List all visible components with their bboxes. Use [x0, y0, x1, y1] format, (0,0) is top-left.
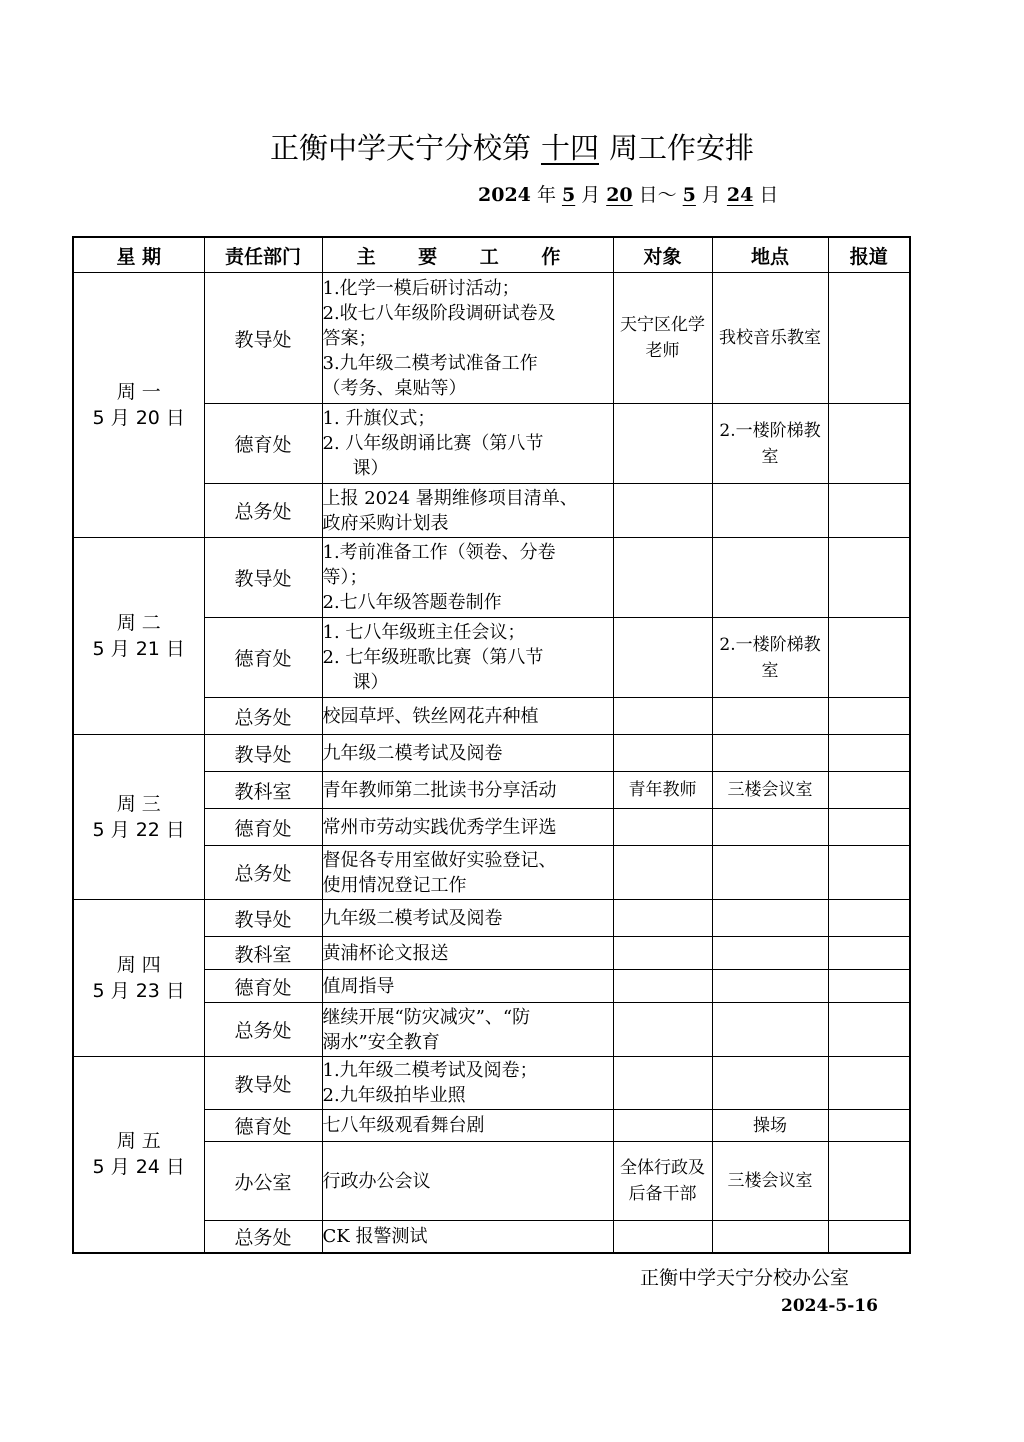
- date-nian: 年: [536, 184, 556, 206]
- object-cell: 天宁区化学老师: [613, 273, 712, 404]
- work-cell: [322, 1057, 613, 1110]
- work-cell: [322, 698, 613, 735]
- work-cell: [322, 846, 613, 900]
- header-object: 对象: [613, 237, 712, 273]
- work-line: 上报 2024 暑期维修项目清单、: [322, 487, 578, 509]
- table-row: [73, 900, 910, 937]
- work-line: 课）: [352, 458, 389, 479]
- dept-cell: 教导处: [204, 735, 322, 772]
- report-cell: [828, 698, 910, 735]
- work-line: 答案；: [322, 327, 377, 349]
- report-cell: [828, 618, 910, 698]
- work-line: 2. 八年级朗诵比赛（第八节: [322, 433, 544, 454]
- work-cell: [322, 1142, 613, 1221]
- report-cell: [828, 937, 910, 970]
- dept-cell: 德育处: [204, 618, 322, 698]
- report-cell: [828, 735, 910, 772]
- day-date: 5 月 20 日: [92, 407, 185, 429]
- object-cell: [613, 846, 712, 900]
- day-date: 5 月 23 日: [92, 980, 185, 1002]
- object-cell: [613, 618, 712, 698]
- date-yue1: 月: [581, 184, 601, 206]
- report-cell: [828, 1110, 910, 1142]
- date-ri1: 日～: [638, 184, 677, 206]
- object-cell: [613, 538, 712, 618]
- day-cell: [73, 1057, 204, 1253]
- report-cell: [828, 1057, 910, 1110]
- report-cell: [828, 809, 910, 846]
- work-line: 督促各专用室做好实验登记、: [322, 849, 557, 871]
- work-line: 2. 七年级班歌比赛（第八节: [322, 647, 544, 668]
- dept-cell: 教科室: [204, 937, 322, 970]
- location-cell: [712, 1003, 828, 1057]
- object-cell: [613, 484, 712, 538]
- date-ri2: 日: [759, 184, 779, 206]
- work-cell: [322, 809, 613, 846]
- title-week: 十四: [540, 131, 599, 165]
- work-line: 继续开展“防灾减灾”、“防: [322, 1006, 531, 1028]
- table-row: [73, 1057, 910, 1110]
- date-start-month: 5: [561, 184, 576, 206]
- dept-cell: 总务处: [204, 1003, 322, 1057]
- work-line: 溺水”安全教育: [322, 1031, 440, 1053]
- work-line: 七八年级观看舞台剧: [322, 1115, 485, 1136]
- work-cell: [322, 772, 613, 809]
- dept-cell: 教导处: [204, 900, 322, 937]
- date-end-day: 24: [726, 184, 754, 206]
- report-cell: [828, 970, 910, 1003]
- dept-cell: 教导处: [204, 273, 322, 404]
- date-end-month: 5: [682, 184, 696, 206]
- location-cell: [712, 735, 828, 772]
- work-line: 1.九年级二模考试及阅卷；: [322, 1060, 538, 1081]
- footer-date: 2024-5-16: [781, 1296, 878, 1316]
- day-cell: [73, 273, 204, 538]
- object-cell: 全体行政及后备干部: [613, 1142, 712, 1221]
- work-line: 1. 升旗仪式；: [322, 408, 436, 429]
- location-cell: 三楼会议室: [712, 1142, 828, 1221]
- work-cell: [322, 1221, 613, 1253]
- dept-cell: 总务处: [204, 1221, 322, 1253]
- dept-cell: 总务处: [204, 698, 322, 735]
- location-cell: [712, 538, 828, 618]
- work-line: 校园草坪、铁丝网花卉种植: [322, 705, 539, 727]
- work-cell: [322, 900, 613, 937]
- location-cell: [712, 846, 828, 900]
- work-line: 2.收七八年级阶段调研试卷及: [322, 302, 556, 324]
- work-line: 使用情况登记工作: [322, 874, 467, 896]
- report-cell: [828, 484, 910, 538]
- weekday: 周 一: [116, 381, 161, 403]
- work-cell: [322, 618, 613, 698]
- dept-cell: 德育处: [204, 404, 322, 484]
- weekday: 周 二: [116, 612, 161, 634]
- object-cell: [613, 735, 712, 772]
- object-cell: [613, 970, 712, 1003]
- work-line: CK 报警测试: [322, 1225, 428, 1247]
- report-cell: [828, 538, 910, 618]
- date-start-day: 20: [606, 184, 633, 206]
- object-cell: [613, 1057, 712, 1110]
- work-line: 等）；: [322, 567, 368, 588]
- day-cell: [73, 735, 204, 900]
- report-cell: [828, 1003, 910, 1057]
- day-date: 5 月 24 日: [92, 1156, 185, 1179]
- header-report: 报道: [828, 237, 910, 273]
- dept-cell: 总务处: [204, 846, 322, 900]
- page-title: [0, 126, 1024, 167]
- work-line: 九年级二模考试及阅卷: [322, 907, 503, 929]
- footer-office: 正衡中学天宁分校办公室: [640, 1267, 850, 1289]
- work-line: 1.化学一模后研讨活动；: [322, 277, 520, 299]
- location-cell: [712, 1221, 828, 1253]
- day-date: 5 月 22 日: [92, 819, 185, 841]
- location-cell: [712, 970, 828, 1003]
- object-cell: [613, 404, 712, 484]
- header-row: [73, 237, 910, 273]
- location-cell: 操场: [712, 1110, 828, 1142]
- dept-cell: 德育处: [204, 809, 322, 846]
- work-cell: [322, 538, 613, 618]
- work-line: 值周指导: [322, 975, 395, 997]
- object-cell: [613, 698, 712, 735]
- dept-cell: 办公室: [204, 1142, 322, 1221]
- dept-cell: 教导处: [204, 1057, 322, 1110]
- date-yue2: 月: [701, 184, 721, 206]
- work-cell: [322, 937, 613, 970]
- work-line: 课）: [352, 672, 389, 693]
- object-cell: [613, 809, 712, 846]
- work-line: 1. 七八年级班主任会议；: [322, 622, 526, 643]
- table-row: [73, 273, 910, 404]
- report-cell: [828, 900, 910, 937]
- work-line: 政府采购计划表: [322, 512, 449, 534]
- object-cell: [613, 937, 712, 970]
- work-line: 2.九年级拍毕业照: [322, 1085, 466, 1106]
- dept-cell: 教导处: [204, 538, 322, 618]
- work-line: 常州市劳动实践优秀学生评选: [322, 816, 557, 838]
- dept-cell: 德育处: [204, 1110, 322, 1142]
- work-line: 2.七八年级答题卷制作: [322, 592, 502, 613]
- work-line: 3.九年级二模考试准备工作: [322, 352, 538, 374]
- object-cell: [613, 1110, 712, 1142]
- dept-cell: 总务处: [204, 484, 322, 538]
- work-cell: [322, 1003, 613, 1057]
- table-row: [73, 735, 910, 772]
- location-cell: [712, 937, 828, 970]
- location-cell: [712, 484, 828, 538]
- work-line: 青年教师第二批读书分享活动: [322, 779, 557, 801]
- weekday: 周 三: [116, 793, 161, 815]
- work-line: 黄浦杯论文报送: [322, 942, 449, 964]
- work-cell: [322, 735, 613, 772]
- location-cell: [712, 698, 828, 735]
- report-cell: [828, 1221, 910, 1253]
- work-line: 1.考前准备工作（领卷、分卷: [322, 542, 556, 563]
- work-cell: [322, 484, 613, 538]
- weekday: 周 五: [116, 1130, 161, 1153]
- location-cell: 我校音乐教室: [712, 273, 828, 404]
- day-date: 5 月 21 日: [92, 638, 185, 660]
- object-cell: [613, 900, 712, 937]
- object-cell: 青年教师: [613, 772, 712, 809]
- header-work: 主 要 工 作: [322, 237, 613, 273]
- date-range: [478, 180, 778, 207]
- date-year: 2024: [478, 184, 531, 206]
- location-cell: [712, 809, 828, 846]
- report-cell: [828, 1142, 910, 1221]
- day-cell: [73, 538, 204, 735]
- work-cell: [322, 970, 613, 1003]
- object-cell: [613, 1003, 712, 1057]
- work-cell: [322, 1110, 613, 1142]
- title-prefix: 正衡中学天宁分校第: [269, 131, 531, 165]
- weekday: 周 四: [116, 954, 161, 976]
- report-cell: [828, 404, 910, 484]
- report-cell: [828, 846, 910, 900]
- work-cell: [322, 273, 613, 404]
- schedule-table: [72, 236, 911, 1254]
- table-row: [73, 538, 910, 618]
- dept-cell: 教科室: [204, 772, 322, 809]
- location-cell: 2.一楼阶梯教室: [712, 618, 828, 698]
- work-line: 行政办公会议: [322, 1170, 431, 1192]
- location-cell: [712, 900, 828, 937]
- title-suffix: 周工作安排: [609, 131, 755, 165]
- work-line: （考务、桌贴等）: [322, 377, 467, 399]
- report-cell: [828, 772, 910, 809]
- object-cell: [613, 1221, 712, 1253]
- header-dept: 责任部门: [204, 237, 322, 273]
- header-day: 星 期: [73, 237, 204, 273]
- dept-cell: 德育处: [204, 970, 322, 1003]
- work-cell: [322, 404, 613, 484]
- location-cell: [712, 1057, 828, 1110]
- header-location: 地点: [712, 237, 828, 273]
- location-cell: 2.一楼阶梯教室: [712, 404, 828, 484]
- location-cell: 三楼会议室: [712, 772, 828, 809]
- work-line: 九年级二模考试及阅卷: [322, 742, 503, 764]
- day-cell: [73, 900, 204, 1057]
- report-cell: [828, 273, 910, 404]
